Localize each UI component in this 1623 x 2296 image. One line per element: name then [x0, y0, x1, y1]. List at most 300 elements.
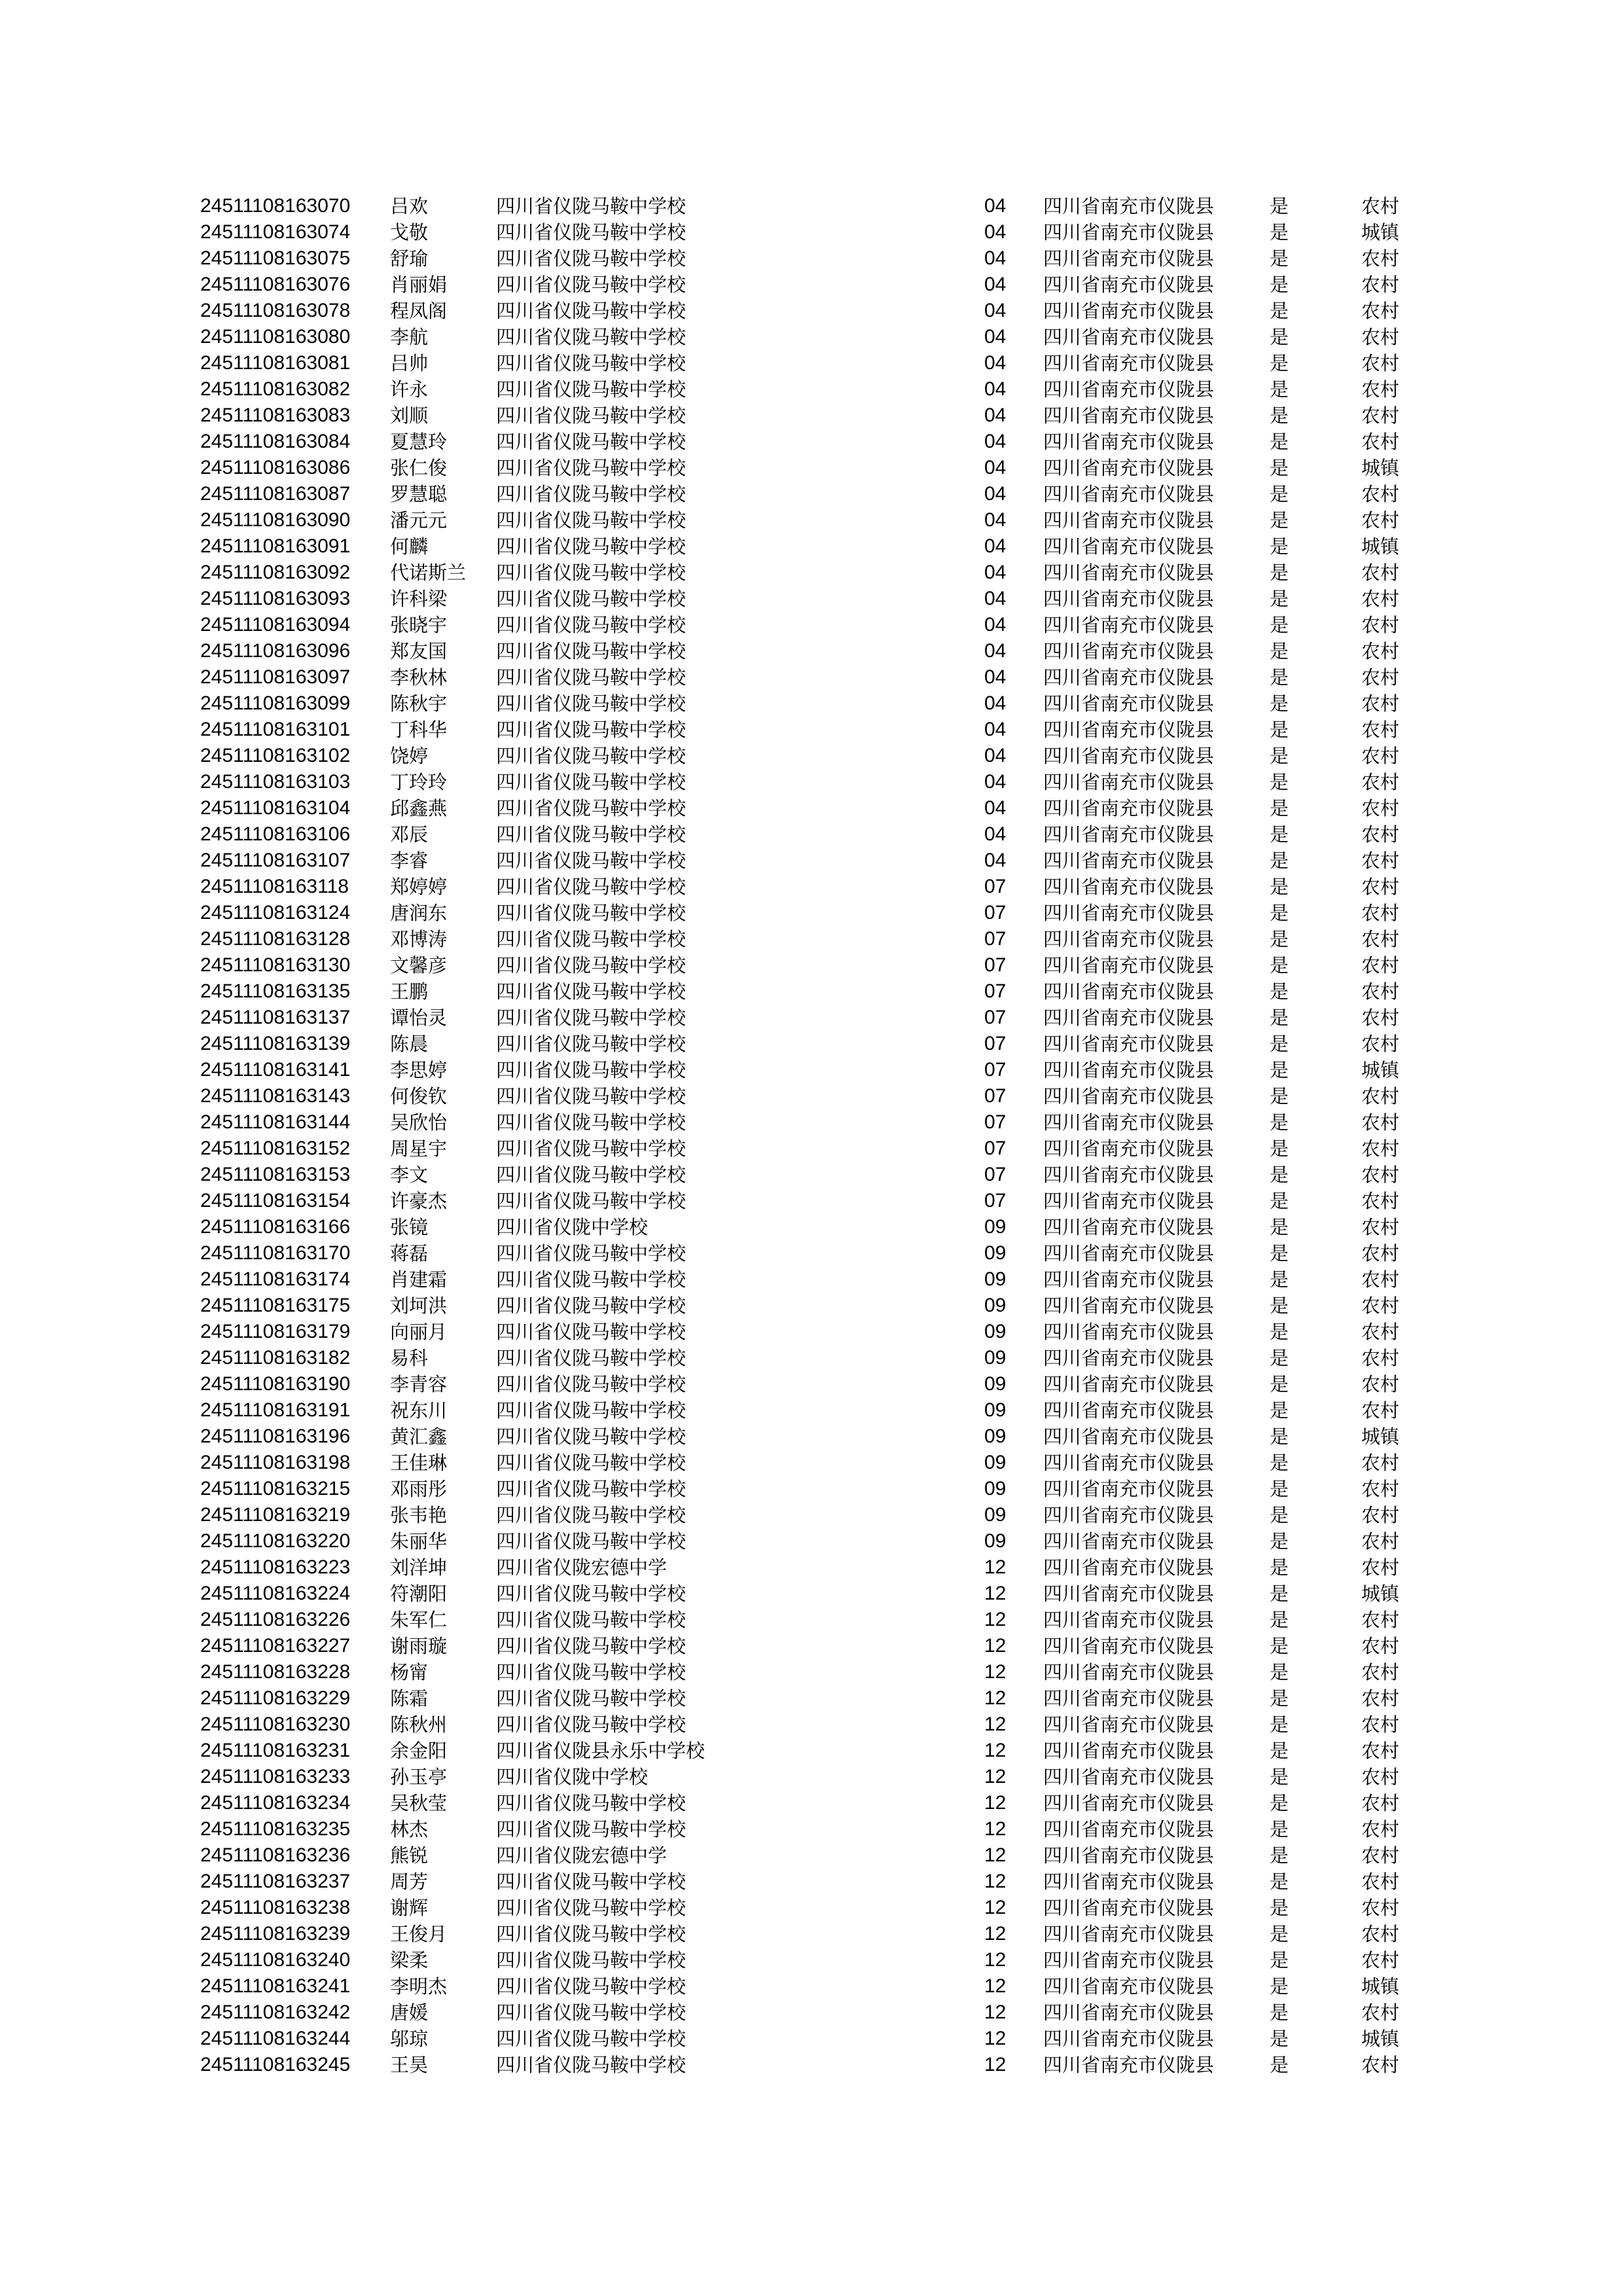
group-code-cell: 12: [984, 1792, 1007, 1814]
group-code-cell: 09: [984, 1295, 1007, 1316]
student-id-cell: 24511108163220: [200, 1530, 351, 1552]
group-code-cell: 04: [984, 404, 1007, 426]
school-name-cell: 四川省仪陇马鞍中学校: [496, 745, 687, 767]
eligible-flag-cell: 是: [1270, 457, 1289, 479]
table-row: [0, 1685, 1623, 1712]
student-id-cell: 24511108163128: [200, 928, 351, 950]
eligible-flag-cell: 是: [1270, 1713, 1289, 1736]
student-id-cell: 24511108163093: [200, 588, 351, 609]
group-code-cell: 12: [984, 1766, 1007, 1787]
school-name-cell: 四川省仪陇马鞍中学校: [496, 195, 687, 217]
table-row: [0, 350, 1623, 376]
table-row: [0, 952, 1623, 978]
school-name-cell: 四川省仪陇马鞍中学校: [496, 1452, 687, 1474]
student-id-cell: 24511108163228: [200, 1661, 351, 1683]
region-cell: 四川省南充市仪陇县: [1043, 274, 1215, 296]
eligible-flag-cell: 是: [1270, 509, 1289, 531]
table-row: [0, 1109, 1623, 1136]
table-row: [0, 193, 1623, 219]
table-row: [0, 2000, 1623, 2026]
region-cell: 四川省南充市仪陇县: [1043, 928, 1215, 950]
student-id-cell: 24511108163137: [200, 1007, 351, 1028]
table-row: [0, 848, 1623, 874]
school-name-cell: 四川省仪陇马鞍中学校: [496, 614, 687, 636]
school-name-cell: 四川省仪陇马鞍中学校: [496, 823, 687, 846]
student-name-cell: 程凤阁: [390, 300, 448, 322]
student-name-cell: 舒瑜: [390, 247, 429, 270]
group-code-cell: 04: [984, 745, 1007, 766]
area-type-cell: 农村: [1361, 1268, 1400, 1291]
area-type-cell: 农村: [1361, 1556, 1400, 1579]
school-name-cell: 四川省仪陇马鞍中学校: [496, 850, 687, 872]
group-code-cell: 12: [984, 1923, 1007, 1945]
student-name-cell: 李秋林: [390, 666, 448, 689]
school-name-cell: 四川省仪陇马鞍中学校: [496, 1059, 687, 1081]
area-type-cell: 农村: [1361, 1661, 1400, 1683]
eligible-flag-cell: 是: [1270, 588, 1289, 610]
school-name-cell: 四川省仪陇马鞍中学校: [496, 640, 687, 662]
group-code-cell: 12: [984, 1844, 1007, 1866]
student-name-cell: 向丽月: [390, 1321, 448, 1343]
area-type-cell: 农村: [1361, 1216, 1400, 1238]
table-row: [0, 1371, 1623, 1397]
student-name-cell: 李青容: [390, 1373, 448, 1395]
table-row: [0, 1319, 1623, 1345]
region-cell: 四川省南充市仪陇县: [1043, 1111, 1215, 1134]
student-id-cell: 24511108163153: [200, 1164, 351, 1185]
region-cell: 四川省南充市仪陇县: [1043, 719, 1215, 741]
area-type-cell: 农村: [1361, 1373, 1400, 1395]
student-name-cell: 李文: [390, 1164, 429, 1186]
region-cell: 四川省南充市仪陇县: [1043, 692, 1215, 715]
group-code-cell: 04: [984, 247, 1007, 269]
group-code-cell: 12: [984, 2054, 1007, 2075]
area-type-cell: 农村: [1361, 1687, 1400, 1710]
table-row: [0, 691, 1623, 717]
group-code-cell: 04: [984, 692, 1007, 714]
student-name-cell: 谢雨璇: [390, 1635, 448, 1657]
area-type-cell: 农村: [1361, 1949, 1400, 1971]
area-type-cell: 农村: [1361, 876, 1400, 898]
table-row: [0, 376, 1623, 403]
group-code-cell: 07: [984, 954, 1007, 976]
table-row: [0, 2052, 1623, 2078]
eligible-flag-cell: 是: [1270, 1635, 1289, 1657]
area-type-cell: 农村: [1361, 1321, 1400, 1343]
eligible-flag-cell: 是: [1270, 1373, 1289, 1395]
table-row: [0, 1581, 1623, 1607]
region-cell: 四川省南充市仪陇县: [1043, 823, 1215, 846]
region-cell: 四川省南充市仪陇县: [1043, 1216, 1215, 1238]
eligible-flag-cell: 是: [1270, 1530, 1289, 1552]
school-name-cell: 四川省仪陇马鞍中学校: [496, 954, 687, 977]
region-cell: 四川省南充市仪陇县: [1043, 2028, 1215, 2050]
area-type-cell: 农村: [1361, 1897, 1400, 1919]
school-name-cell: 四川省仪陇马鞍中学校: [496, 1897, 687, 1919]
student-id-cell: 24511108163102: [200, 745, 351, 766]
region-cell: 四川省南充市仪陇县: [1043, 509, 1215, 531]
eligible-flag-cell: 是: [1270, 1504, 1289, 1526]
area-type-cell: 农村: [1361, 1347, 1400, 1369]
area-type-cell: 农村: [1361, 1609, 1400, 1631]
school-name-cell: 四川省仪陇马鞍中学校: [496, 876, 687, 898]
student-name-cell: 吴欣怡: [390, 1111, 448, 1134]
student-name-cell: 张镜: [390, 1216, 429, 1238]
group-code-cell: 04: [984, 797, 1007, 819]
region-cell: 四川省南充市仪陇县: [1043, 1635, 1215, 1657]
school-name-cell: 四川省仪陇马鞍中学校: [496, 1347, 687, 1369]
region-cell: 四川省南充市仪陇县: [1043, 876, 1215, 898]
table-row: [0, 874, 1623, 900]
student-name-cell: 朱军仁: [390, 1609, 448, 1631]
region-cell: 四川省南充市仪陇县: [1043, 614, 1215, 636]
group-code-cell: 04: [984, 300, 1007, 321]
student-id-cell: 24511108163166: [200, 1216, 351, 1238]
student-name-cell: 易科: [390, 1347, 429, 1369]
group-code-cell: 09: [984, 1242, 1007, 1264]
school-name-cell: 四川省仪陇马鞍中学校: [496, 771, 687, 793]
region-cell: 四川省南充市仪陇县: [1043, 1609, 1215, 1631]
eligible-flag-cell: 是: [1270, 1844, 1289, 1867]
group-code-cell: 12: [984, 1713, 1007, 1735]
school-name-cell: 四川省仪陇马鞍中学校: [496, 1007, 687, 1029]
student-id-cell: 24511108163224: [200, 1583, 351, 1604]
school-name-cell: 四川省仪陇马鞍中学校: [496, 1295, 687, 1317]
eligible-flag-cell: 是: [1270, 719, 1289, 741]
area-type-cell: 城镇: [1361, 535, 1400, 558]
table-row: [0, 821, 1623, 848]
group-code-cell: 12: [984, 2028, 1007, 2049]
student-name-cell: 张仁俊: [390, 457, 448, 479]
eligible-flag-cell: 是: [1270, 850, 1289, 872]
area-type-cell: 农村: [1361, 719, 1400, 741]
student-name-cell: 邓博涛: [390, 928, 448, 950]
eligible-flag-cell: 是: [1270, 1949, 1289, 1971]
table-row: [0, 1057, 1623, 1083]
eligible-flag-cell: 是: [1270, 1190, 1289, 1212]
eligible-flag-cell: 是: [1270, 195, 1289, 217]
school-name-cell: 四川省仪陇马鞍中学校: [496, 1478, 687, 1500]
student-name-cell: 熊锐: [390, 1844, 429, 1867]
group-code-cell: 07: [984, 1059, 1007, 1081]
region-cell: 四川省南充市仪陇县: [1043, 1164, 1215, 1186]
student-id-cell: 24511108163075: [200, 247, 351, 269]
student-name-cell: 符潮阳: [390, 1583, 448, 1605]
area-type-cell: 农村: [1361, 274, 1400, 296]
school-name-cell: 四川省仪陇马鞍中学校: [496, 1504, 687, 1526]
student-name-cell: 刘洋坤: [390, 1556, 448, 1579]
group-code-cell: 09: [984, 1399, 1007, 1421]
region-cell: 四川省南充市仪陇县: [1043, 666, 1215, 689]
region-cell: 四川省南充市仪陇县: [1043, 535, 1215, 558]
school-name-cell: 四川省仪陇马鞍中学校: [496, 1399, 687, 1422]
student-name-cell: 罗慧聪: [390, 483, 448, 505]
student-name-cell: 文馨彦: [390, 954, 448, 977]
area-type-cell: 农村: [1361, 902, 1400, 924]
student-id-cell: 24511108163227: [200, 1635, 351, 1657]
student-id-cell: 24511108163143: [200, 1085, 351, 1107]
school-name-cell: 四川省仪陇马鞍中学校: [496, 1138, 687, 1160]
region-cell: 四川省南充市仪陇县: [1043, 1033, 1215, 1055]
eligible-flag-cell: 是: [1270, 640, 1289, 662]
student-name-cell: 梁柔: [390, 1949, 429, 1971]
area-type-cell: 农村: [1361, 404, 1400, 427]
area-type-cell: 农村: [1361, 483, 1400, 505]
area-type-cell: 农村: [1361, 300, 1400, 322]
student-id-cell: 24511108163101: [200, 719, 351, 740]
area-type-cell: 农村: [1361, 1530, 1400, 1552]
eligible-flag-cell: 是: [1270, 1818, 1289, 1840]
eligible-flag-cell: 是: [1270, 562, 1289, 584]
area-type-cell: 城镇: [1361, 457, 1400, 479]
roster-table: [0, 193, 1623, 2078]
student-id-cell: 24511108163135: [200, 980, 351, 1002]
eligible-flag-cell: 是: [1270, 692, 1289, 715]
table-row: [0, 1502, 1623, 1528]
area-type-cell: 农村: [1361, 431, 1400, 453]
region-cell: 四川省南充市仪陇县: [1043, 980, 1215, 1003]
school-name-cell: 四川省仪陇马鞍中学校: [496, 1792, 687, 1814]
school-name-cell: 四川省仪陇马鞍中学校: [496, 902, 687, 924]
area-type-cell: 农村: [1361, 378, 1400, 401]
area-type-cell: 农村: [1361, 640, 1400, 662]
school-name-cell: 四川省仪陇中学校: [496, 1216, 649, 1238]
student-id-cell: 24511108163245: [200, 2054, 351, 2075]
group-code-cell: 12: [984, 1975, 1007, 1997]
area-type-cell: 农村: [1361, 1399, 1400, 1422]
school-name-cell: 四川省仪陇马鞍中学校: [496, 1268, 687, 1291]
table-row: [0, 1476, 1623, 1502]
table-row: [0, 1738, 1623, 1764]
region-cell: 四川省南充市仪陇县: [1043, 1975, 1215, 1998]
region-cell: 四川省南充市仪陇县: [1043, 1007, 1215, 1029]
student-id-cell: 24511108163219: [200, 1504, 351, 1526]
table-row: [0, 1554, 1623, 1581]
school-name-cell: 四川省仪陇马鞍中学校: [496, 1085, 687, 1107]
student-name-cell: 朱丽华: [390, 1530, 448, 1552]
region-cell: 四川省南充市仪陇县: [1043, 404, 1215, 427]
student-id-cell: 24511108163139: [200, 1033, 351, 1054]
region-cell: 四川省南充市仪陇县: [1043, 378, 1215, 401]
area-type-cell: 农村: [1361, 352, 1400, 374]
student-id-cell: 24511108163107: [200, 850, 351, 871]
student-name-cell: 吕帅: [390, 352, 429, 374]
region-cell: 四川省南充市仪陇县: [1043, 2001, 1215, 2024]
eligible-flag-cell: 是: [1270, 1399, 1289, 1422]
school-name-cell: 四川省仪陇马鞍中学校: [496, 1609, 687, 1631]
region-cell: 四川省南充市仪陇县: [1043, 1844, 1215, 1867]
student-name-cell: 王鹏: [390, 980, 429, 1003]
group-code-cell: 07: [984, 1085, 1007, 1107]
group-code-cell: 04: [984, 588, 1007, 609]
school-name-cell: 四川省仪陇马鞍中学校: [496, 1923, 687, 1945]
student-name-cell: 许豪杰: [390, 1190, 448, 1212]
group-code-cell: 07: [984, 902, 1007, 924]
table-row: [0, 1973, 1623, 2000]
student-id-cell: 24511108163196: [200, 1426, 351, 1447]
area-type-cell: 农村: [1361, 1111, 1400, 1134]
table-row: [0, 455, 1623, 481]
group-code-cell: 04: [984, 535, 1007, 557]
group-code-cell: 04: [984, 195, 1007, 217]
student-name-cell: 李航: [390, 326, 429, 348]
school-name-cell: 四川省仪陇宏德中学: [496, 1556, 668, 1579]
eligible-flag-cell: 是: [1270, 1897, 1289, 1919]
region-cell: 四川省南充市仪陇县: [1043, 745, 1215, 767]
eligible-flag-cell: 是: [1270, 247, 1289, 270]
school-name-cell: 四川省仪陇马鞍中学校: [496, 1871, 687, 1893]
student-id-cell: 24511108163082: [200, 378, 351, 400]
eligible-flag-cell: 是: [1270, 902, 1289, 924]
table-row: [0, 1869, 1623, 1895]
region-cell: 四川省南充市仪陇县: [1043, 483, 1215, 505]
table-row: [0, 1005, 1623, 1031]
student-name-cell: 陈秋宇: [390, 692, 448, 715]
school-name-cell: 四川省仪陇马鞍中学校: [496, 247, 687, 270]
school-name-cell: 四川省仪陇马鞍中学校: [496, 1373, 687, 1395]
student-id-cell: 24511108163238: [200, 1897, 351, 1918]
area-type-cell: 农村: [1361, 1452, 1400, 1474]
region-cell: 四川省南充市仪陇县: [1043, 902, 1215, 924]
student-id-cell: 24511108163215: [200, 1478, 351, 1499]
student-name-cell: 谢辉: [390, 1897, 429, 1919]
student-name-cell: 肖建霜: [390, 1268, 448, 1291]
group-code-cell: 09: [984, 1216, 1007, 1238]
student-id-cell: 24511108163241: [200, 1975, 351, 1997]
student-id-cell: 24511108163076: [200, 274, 351, 295]
student-id-cell: 24511108163130: [200, 954, 351, 976]
area-type-cell: 农村: [1361, 2001, 1400, 2024]
student-id-cell: 24511108163242: [200, 2001, 351, 2023]
school-name-cell: 四川省仪陇马鞍中学校: [496, 1164, 687, 1186]
student-name-cell: 唐媛: [390, 2001, 429, 2024]
table-row: [0, 1895, 1623, 1921]
region-cell: 四川省南充市仪陇县: [1043, 221, 1215, 243]
group-code-cell: 12: [984, 1556, 1007, 1578]
student-name-cell: 戈敬: [390, 221, 429, 243]
area-type-cell: 农村: [1361, 1138, 1400, 1160]
region-cell: 四川省南充市仪陇县: [1043, 1792, 1215, 1814]
table-row: [0, 1921, 1623, 1947]
region-cell: 四川省南充市仪陇县: [1043, 1478, 1215, 1500]
group-code-cell: 07: [984, 1007, 1007, 1028]
student-id-cell: 24511108163081: [200, 352, 351, 374]
eligible-flag-cell: 是: [1270, 1059, 1289, 1081]
student-id-cell: 24511108163152: [200, 1138, 351, 1159]
school-name-cell: 四川省仪陇马鞍中学校: [496, 2054, 687, 2076]
group-code-cell: 09: [984, 1530, 1007, 1552]
eligible-flag-cell: 是: [1270, 1033, 1289, 1055]
school-name-cell: 四川省仪陇马鞍中学校: [496, 692, 687, 715]
region-cell: 四川省南充市仪陇县: [1043, 562, 1215, 584]
region-cell: 四川省南充市仪陇县: [1043, 954, 1215, 977]
student-name-cell: 邱鑫燕: [390, 797, 448, 819]
school-name-cell: 四川省仪陇马鞍中学校: [496, 1242, 687, 1265]
eligible-flag-cell: 是: [1270, 1871, 1289, 1893]
table-row: [0, 743, 1623, 769]
group-code-cell: 12: [984, 1740, 1007, 1761]
student-id-cell: 24511108163231: [200, 1740, 351, 1761]
group-code-cell: 04: [984, 719, 1007, 740]
eligible-flag-cell: 是: [1270, 2054, 1289, 2076]
eligible-flag-cell: 是: [1270, 1216, 1289, 1238]
student-name-cell: 陈秋州: [390, 1713, 448, 1736]
eligible-flag-cell: 是: [1270, 2028, 1289, 2050]
student-id-cell: 24511108163092: [200, 562, 351, 583]
school-name-cell: 四川省仪陇马鞍中学校: [496, 2001, 687, 2024]
student-id-cell: 24511108163078: [200, 300, 351, 321]
table-row: [0, 638, 1623, 664]
region-cell: 四川省南充市仪陇县: [1043, 1268, 1215, 1291]
eligible-flag-cell: 是: [1270, 1138, 1289, 1160]
student-name-cell: 潘元元: [390, 509, 448, 531]
table-row: [0, 533, 1623, 560]
student-id-cell: 24511108163223: [200, 1556, 351, 1578]
area-type-cell: 农村: [1361, 666, 1400, 689]
area-type-cell: 农村: [1361, 614, 1400, 636]
area-type-cell: 农村: [1361, 1792, 1400, 1814]
region-cell: 四川省南充市仪陇县: [1043, 850, 1215, 872]
table-row: [0, 1293, 1623, 1319]
student-name-cell: 祝东川: [390, 1399, 448, 1422]
area-type-cell: 城镇: [1361, 221, 1400, 243]
region-cell: 四川省南充市仪陇县: [1043, 431, 1215, 453]
area-type-cell: 农村: [1361, 928, 1400, 950]
region-cell: 四川省南充市仪陇县: [1043, 326, 1215, 348]
student-id-cell: 24511108163235: [200, 1818, 351, 1840]
student-name-cell: 丁玲玲: [390, 771, 448, 793]
student-name-cell: 杨甯: [390, 1661, 429, 1683]
area-type-cell: 农村: [1361, 1478, 1400, 1500]
student-name-cell: 饶婷: [390, 745, 429, 767]
group-code-cell: 07: [984, 1138, 1007, 1159]
region-cell: 四川省南充市仪陇县: [1043, 1373, 1215, 1395]
eligible-flag-cell: 是: [1270, 1687, 1289, 1710]
group-code-cell: 09: [984, 1268, 1007, 1290]
student-name-cell: 陈晨: [390, 1033, 429, 1055]
student-id-cell: 24511108163091: [200, 535, 351, 557]
student-name-cell: 余金阳: [390, 1740, 448, 1762]
area-type-cell: 城镇: [1361, 1583, 1400, 1605]
region-cell: 四川省南充市仪陇县: [1043, 1504, 1215, 1526]
school-name-cell: 四川省仪陇马鞍中学校: [496, 666, 687, 689]
eligible-flag-cell: 是: [1270, 745, 1289, 767]
region-cell: 四川省南充市仪陇县: [1043, 457, 1215, 479]
area-type-cell: 农村: [1361, 195, 1400, 217]
area-type-cell: 农村: [1361, 1844, 1400, 1867]
table-row: [0, 1607, 1623, 1633]
student-id-cell: 24511108163239: [200, 1923, 351, 1945]
school-name-cell: 四川省仪陇马鞍中学校: [496, 719, 687, 741]
student-name-cell: 刘顺: [390, 404, 429, 427]
region-cell: 四川省南充市仪陇县: [1043, 247, 1215, 270]
table-row: [0, 1162, 1623, 1188]
table-row: [0, 978, 1623, 1005]
group-code-cell: 04: [984, 457, 1007, 478]
region-cell: 四川省南充市仪陇县: [1043, 1138, 1215, 1160]
student-name-cell: 谭怡灵: [390, 1007, 448, 1029]
area-type-cell: 城镇: [1361, 1426, 1400, 1448]
student-name-cell: 丁科华: [390, 719, 448, 741]
table-row: [0, 586, 1623, 612]
area-type-cell: 农村: [1361, 1164, 1400, 1186]
area-type-cell: 农村: [1361, 1818, 1400, 1840]
student-id-cell: 24511108163124: [200, 902, 351, 924]
group-code-cell: 04: [984, 221, 1007, 243]
eligible-flag-cell: 是: [1270, 614, 1289, 636]
region-cell: 四川省南充市仪陇县: [1043, 640, 1215, 662]
table-row: [0, 272, 1623, 298]
